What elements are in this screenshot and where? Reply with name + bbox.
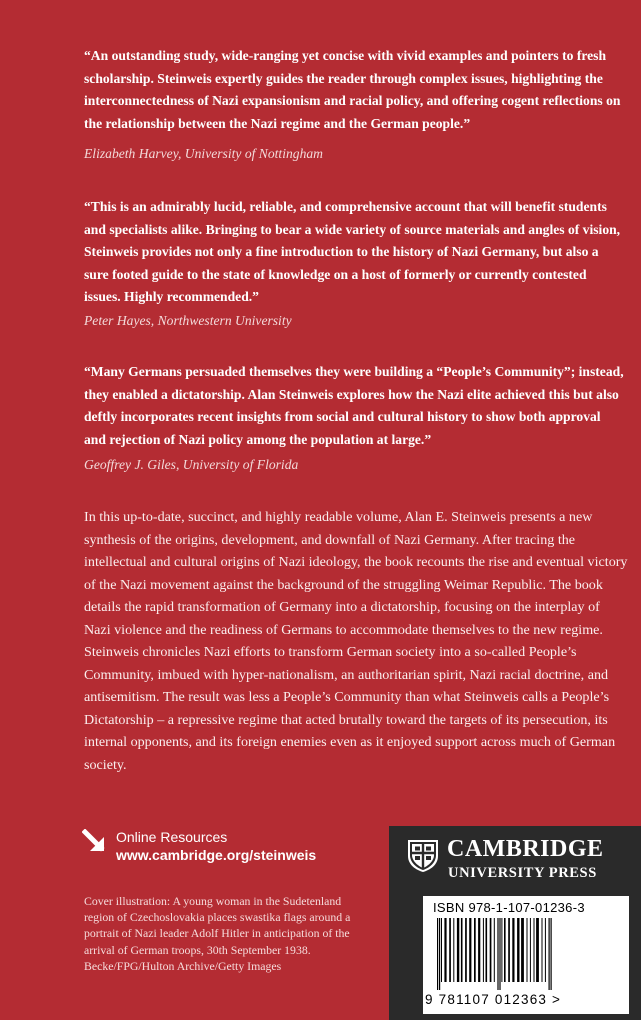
publisher-name: CAMBRIDGE — [447, 836, 604, 862]
review-attribution-1: Elizabeth Harvey, University of Nottingham — [84, 146, 323, 161]
barcode-panel — [423, 896, 629, 1014]
isbn-text: ISBN 978-1-107-01236-3 — [433, 900, 585, 915]
publisher-box — [389, 826, 641, 1020]
review-attribution-3: Geoffrey J. Giles, University of Florida — [84, 457, 299, 472]
online-resources-url[interactable]: www.cambridge.org/steinweis — [116, 847, 317, 863]
book-description: In this up-to-date, succinct, and highly readable volume, Alan E. Steinweis presents a new synthesis of the origins, development, and downfall of Nazi Germany. After tracing the intellectual and cultural origins of Nazi ideology, the book recounts the rise and eventual victory of the Nazi movement against the background of the struggling Weimar Republic. The book details the rapid transformation of Germany into a dictatorship, focusing on the interplay of Nazi violence and the readiness of Germans to accommodate themselves to the new regime. Steinweis chronicles Nazi efforts to transform German society into a so-called People’s Community, imbued with hyper-nationalism, an authoritarian spirit, Nazi racial doctrine, and antisemitism. The result was less a People’s Community than what Steinweis calls a People’s Dictatorship – a repressive regime that acted brutally toward the targets of its persecution, its internal opponents, and its foreign enemies even as it enjoyed support across much of German society. — [84, 509, 628, 773]
review-quote-3: “Many Germans persuaded themselves they were building a “People’s Community”; instead, they enabled a dictatorship. Alan Steinweis explores how the Nazi elite achieved this but also deftly incorporates recent insights from social and cultural history to show both approval and rejection of Nazi policy among the population at large.” — [84, 364, 624, 447]
barcode — [433, 918, 621, 990]
review-attribution-2: Peter Hayes, Northwestern University — [84, 313, 292, 328]
review-quote-1: “An outstanding study, wide-ranging yet concise with vivid examples and pointers to fresh scholarship. Steinweis expertly guides the reader through complex issues, highlighting the interconnectedness of Nazi expansionism and racial policy, and offering cogent reflections on the relationship between the Nazi regime and the German people.” — [84, 48, 621, 131]
online-resources[interactable] — [82, 829, 382, 869]
cambridge-shield-icon — [405, 838, 441, 874]
publisher-press: UNIVERSITY PRESS — [448, 865, 597, 881]
review-quote-2: “This is an admirably lucid, reliable, and comprehensive account that will benefit students and specialists alike. Bringing to bear a wide variety of source materials and angles of vision, Steinweis provides not only a fine introduction to the history of Nazi Germany, but also a sure footed guide to the state of knowledge on a host of formerly or currently contested issues. Highly recommended.” — [84, 199, 621, 305]
cover-illustration-credit: Cover illustration: A young woman in the Sudetenland region of Czechoslovakia places swastika flags around a portrait of Nazi leader Adolf Hitler in anticipation of the arrival of German troops, 30th September 1938. Becke/FPG/Hulton Archive/Getty Images — [84, 894, 351, 973]
barcode-digits: 9 781107 012363 > — [425, 992, 562, 1007]
arrow-down-right-icon — [82, 829, 108, 855]
online-resources-label: Online Resources — [116, 829, 228, 845]
